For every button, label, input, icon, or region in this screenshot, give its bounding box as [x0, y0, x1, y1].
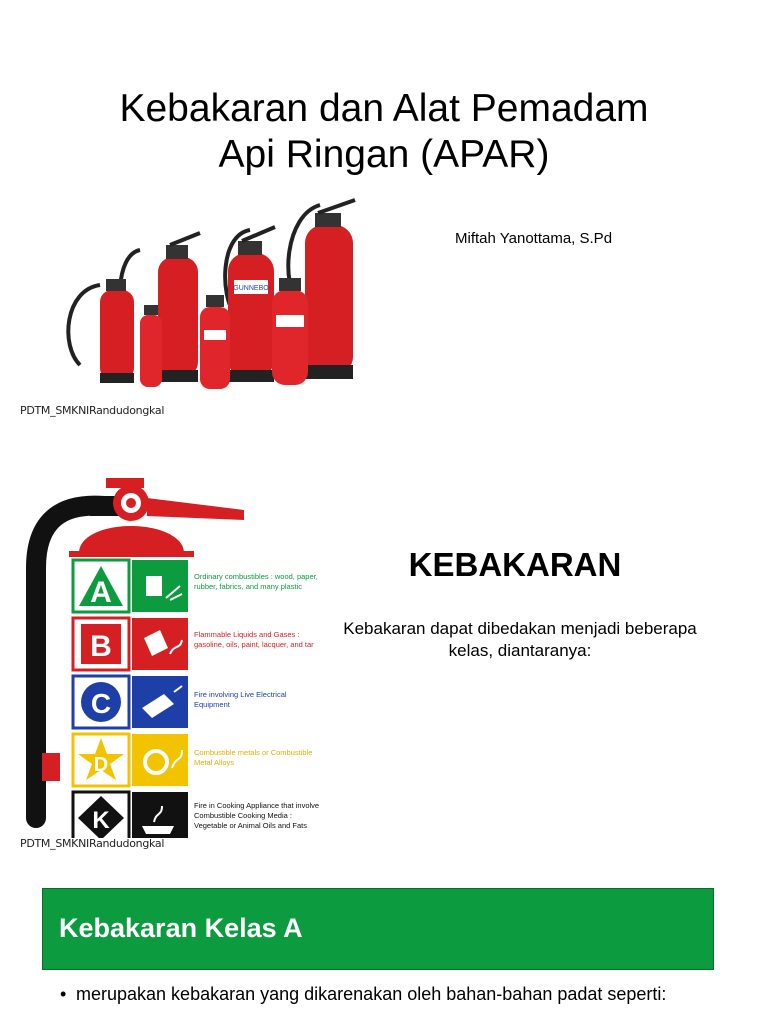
fire-class-d — [73, 734, 312, 786]
class-d-desc-2: Metal Alloys — [194, 758, 235, 767]
fire-class-c — [73, 676, 287, 728]
section-description: Kebakaran dapat dibedakan menjadi beberapa kelas, diantaranya: — [343, 619, 697, 660]
heading-banner — [42, 888, 714, 970]
hose-clip-icon — [42, 753, 60, 781]
class-c-desc-1: Fire involving Live Electrical — [194, 690, 287, 699]
class-c-desc-2: Equipment — [194, 700, 230, 709]
fire-extinguishers-photo — [60, 195, 390, 395]
class-k-desc-1: Fire in Cooking Appliance that involve — [194, 801, 320, 810]
slide-title — [40, 86, 728, 178]
fire-class-chart — [24, 458, 344, 838]
fire-classes-slide — [0, 440, 768, 860]
trash-bin-icon — [146, 576, 162, 596]
class-a-slide — [0, 868, 768, 1024]
class-a-desc-1: Ordinary combustibles : wood, paper, — [194, 572, 318, 581]
section-heading: KEBAKARAN — [408, 546, 622, 583]
class-b-letter: B — [90, 630, 112, 663]
bullet-item — [60, 984, 716, 1004]
class-b-desc-1: Flammable Liquids and Gases : — [194, 630, 300, 639]
fire-class-a — [73, 560, 318, 612]
title-line-2: Api Ringan (APAR) — [218, 133, 550, 176]
extinguisher-label: GUNNEBO — [233, 285, 269, 292]
watermark: PDTM_SMKNIRandudongkal — [20, 404, 165, 417]
title-line-1: Kebakaran dan Alat Pemadam — [119, 87, 649, 130]
bullet-marker: • — [60, 984, 67, 1004]
class-a-letter: A — [90, 576, 112, 609]
class-k-desc-2: Combustible Cooking Media : — [194, 811, 292, 820]
fire-class-k — [73, 792, 319, 838]
fire-class-b — [73, 618, 314, 670]
class-k-desc-3: Vegetable or Animal Oils and Fats — [194, 821, 307, 830]
class-k-letter: K — [92, 807, 110, 834]
author-name: Miftah Yanottama, S.Pd — [455, 230, 613, 247]
frying-pan-icon — [142, 826, 174, 834]
class-a-desc-2: rubber, fabrics, and many plastic — [194, 582, 302, 591]
class-d-letter: D — [93, 754, 109, 776]
handle-icon — [147, 498, 244, 520]
bullet-text: merupakan kebakaran yang dikarenakan oleh bahan-bahan padat seperti: — [76, 984, 667, 1004]
title-slide — [0, 0, 768, 430]
class-c-letter: C — [90, 688, 112, 719]
class-b-desc-2: gasoline, oils, paint, lacquer, and tar — [194, 640, 314, 649]
class-d-desc-1: Combustible metals or Combustible — [194, 748, 313, 757]
watermark: PDTM_SMKNIRandudongkal — [20, 837, 165, 850]
banner-title: Kebakaran Kelas A — [59, 913, 303, 943]
